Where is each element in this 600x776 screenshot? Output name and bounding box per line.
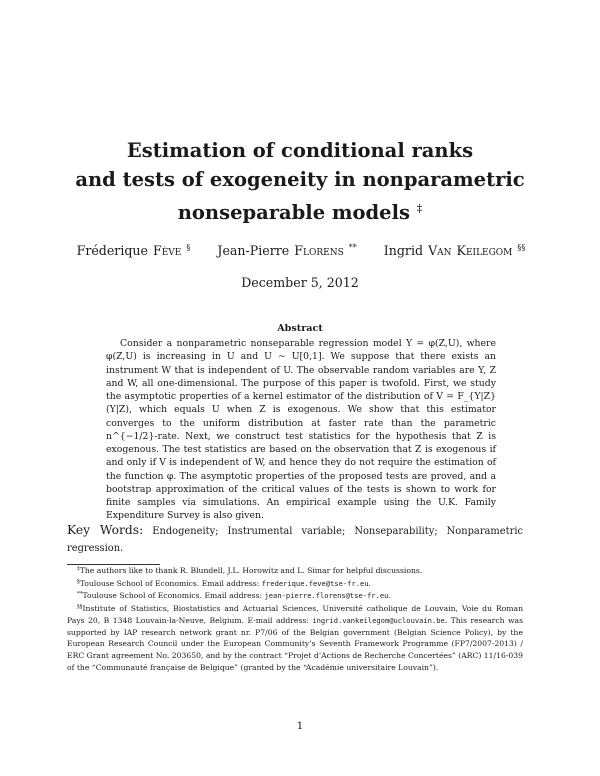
- footnote-acknowledgement: [67, 564, 523, 577]
- title-line-1: Estimation of conditional ranks: [126, 139, 474, 162]
- footnote-2-text: Toulouse School of Economics. Email address:: [79, 578, 260, 588]
- author-1: [77, 243, 191, 258]
- abstract-heading: Abstract: [277, 323, 323, 334]
- abstract-body: Consider a nonparametric nonseparable regression model Y = φ(Z,U), where φ(Z,U) is increasing in U and U ∼ U[0,1]. We suppose that there exists an instrument W that is independent of U. The observable random variables are Y, Z and W, all one-dimensional. The purpose of this paper is twofold. First, we study the asymptotic properties of a kernel estimator of the distribution of V = F_{Y|Z}(Y|Z), which equals U when Z is exogenous. We show that this estimator converges to the uniform distribution at faster rate than the parametric n^{−1/2}-rate. Next, we construct test statistics for the hypothesis that Z is exogenous. The test statistics are based on the observation that Z is exogenous if and only if V is independent of W, and hence they do not require the estimation of the function φ. The asymptotic properties of the proposed tests are proved, and a bootstrap approximation of the critical values of the tests is shown to work for finite samples via simulations. An empirical example using the U.K. Family Expenditure Survey is also given.: [106, 338, 496, 522]
- page-number: 1: [296, 720, 304, 732]
- publication-date: December 5, 2012: [241, 275, 359, 290]
- author-2-given: Jean-Pierre: [217, 243, 290, 258]
- keywords: [67, 522, 523, 557]
- email-florens[interactable]: jean-pierre.florens@tse-fr.eu: [264, 591, 389, 601]
- author-3-family: Van Keilegom: [428, 243, 513, 258]
- paper-title: [60, 136, 540, 227]
- footnote-feve: [67, 577, 523, 590]
- footnote-1-mark: ‡: [77, 566, 80, 572]
- title-line-2: and tests of exogeneity in nonparametric: [75, 168, 525, 191]
- footnote-1-text: The authors like to thank R. Blundell, J.L. Horowitz and L. Simar for helpful discussions.: [79, 566, 423, 575]
- keywords-text: Endogeneity; Instrumental variable; Nonseparability; Nonparametric regression.: [67, 526, 524, 554]
- author-2-family: Florens: [294, 243, 344, 258]
- author-2: [217, 243, 356, 258]
- email-van-keilegom[interactable]: ingrid.vankeilegom@uclouvain.be: [312, 615, 445, 625]
- footnote-4-text: Institute of Statistics, Biostatistics and Actuarial Sciences, Université catholique de Louvain, Voie du Roman Pays 20, B 1348 Louvain-la-Neuve, Belgium. E-mail address:: [67, 604, 523, 625]
- author-3-mark: §§: [517, 243, 526, 252]
- footnote-3-mark: **: [77, 591, 83, 598]
- footnote-van-keilegom: [67, 602, 523, 673]
- footnote-3-text: Toulouse School of Economics. Email address:: [82, 591, 263, 601]
- author-3: [384, 243, 526, 258]
- title-line-3: [60, 194, 540, 227]
- author-1-given: Fréderique: [76, 243, 148, 258]
- author-1-family: Fève: [153, 243, 182, 258]
- footnote-2-mark: §: [77, 578, 80, 585]
- footnote-3-end: .: [388, 591, 391, 601]
- author-list: [60, 243, 542, 258]
- keywords-label: Key Words:: [67, 523, 144, 537]
- footnote-4-rest: . This research was supported by IAP research network grant nr. P7/06 of the Belgian government (Belgian Science Policy), by the European Research Council under the European Community’s Seventh Framework Programme (FP7/2007-2013) / ERC Grant agreement No. 203650, and by the contract “Projet d’Actions de Recherche Concertées” (ARC) 11/16-039 of the “Communauté française de Belgique” (granted by the “Académie universitaire Louvain”).: [67, 615, 523, 672]
- author-1-mark: §: [186, 243, 191, 252]
- footnote-florens: [67, 589, 523, 602]
- author-2-mark: **: [348, 243, 357, 252]
- title-line-3-text: nonseparable models: [177, 201, 410, 224]
- footnotes: [67, 564, 523, 673]
- title-footnote-mark: ‡: [416, 202, 423, 215]
- email-feve[interactable]: frederique.feve@tse-fr.eu: [261, 578, 369, 588]
- author-3-given: Ingrid: [383, 243, 424, 258]
- footnote-2-end: .: [368, 578, 371, 588]
- footnote-4-mark: §§: [77, 604, 83, 611]
